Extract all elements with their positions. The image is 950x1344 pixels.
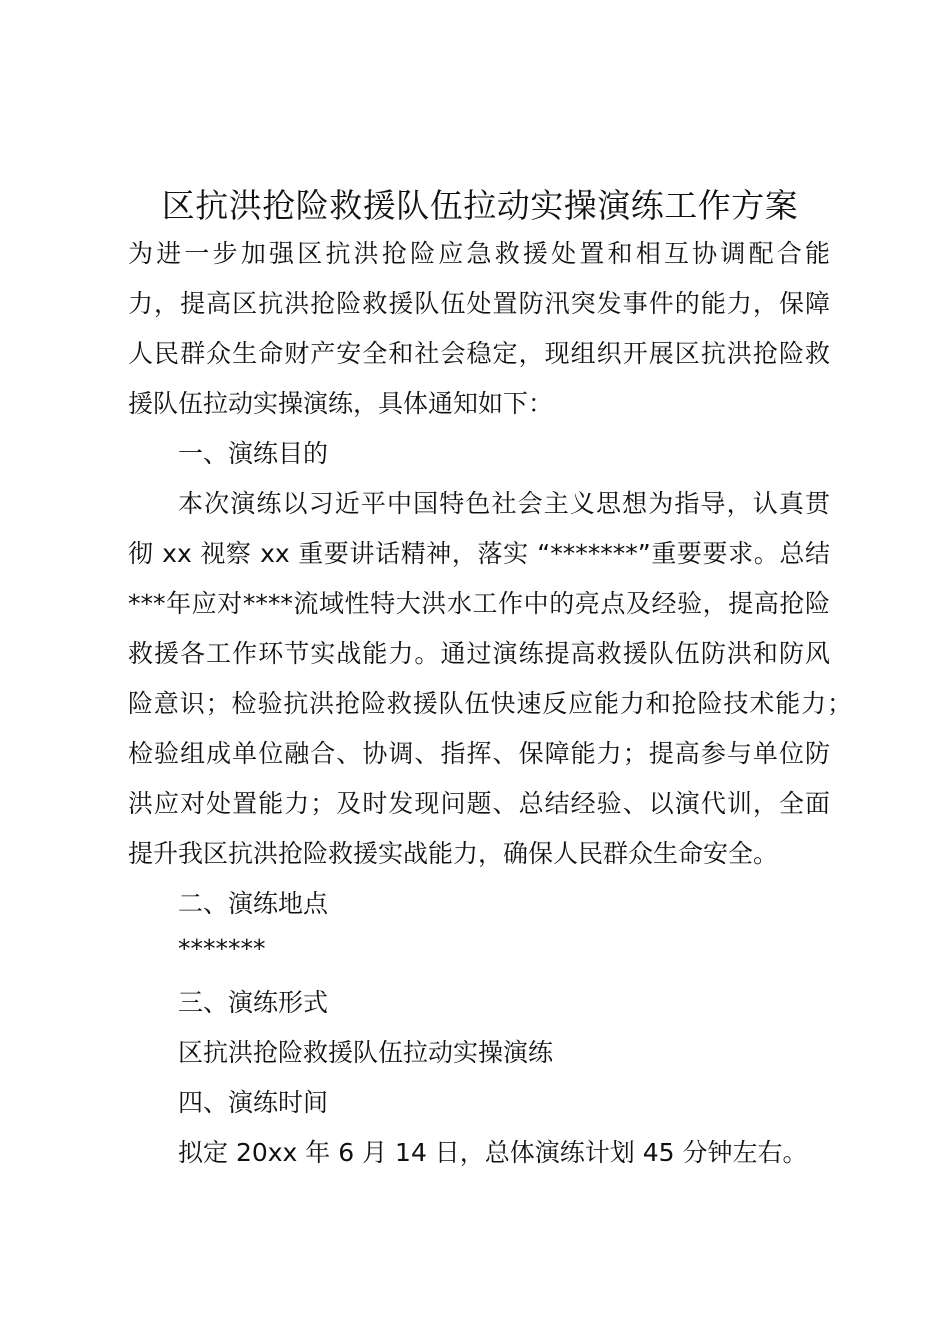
section-heading-purpose: 一、演练目的 [178,439,329,468]
purpose-line-2: 彻 xx 视察 xx 重要讲话精神，落实 “*******”重要要求。总结 [128,539,830,568]
section-heading-location: 二、演练地点 [178,889,329,918]
purpose-line-7: 洪应对处置能力；及时发现问题、总结经验、以演代训，全面 [128,789,830,818]
section-heading-format: 三、演练形式 [178,988,329,1017]
intro-line-3: 人民群众生命财产安全和社会稳定，现组织开展区抗洪抢险救 [128,339,830,368]
purpose-line-8: 提升我区抗洪抢险救援实战能力，确保人民群众生命安全。 [128,839,779,868]
purpose-line-3: ***年应对****流域性特大洪水工作中的亮点及经验，提高抢险 [128,589,830,618]
intro-line-4: 援队伍拉动实操演练，具体通知如下： [128,389,554,418]
intro-line-1: 为进一步加强区抗洪抢险应急救援处置和相互协调配合能 [128,239,830,268]
format-text: 区抗洪抢险救援队伍拉动实操演练 [178,1038,554,1067]
section-heading-time: 四、演练时间 [178,1088,329,1117]
location-text: ******* [178,934,266,963]
intro-line-2: 力，提高区抗洪抢险救援队伍处置防汛突发事件的能力，保障 [128,289,830,318]
time-text: 拟定 20xx 年 6 月 14 日，总体演练计划 45 分钟左右。 [178,1138,808,1167]
purpose-line-5: 险意识；检验抗洪抢险救援队伍快速反应能力和抢险技术能力； [128,689,852,718]
purpose-line-6: 检验组成单位融合、协调、指挥、保障能力；提高参与单位防 [128,739,830,768]
purpose-line-4: 救援各工作环节实战能力。通过演练提高救援队伍防洪和防风 [128,639,830,668]
purpose-line-1: 本次演练以习近平中国特色社会主义思想为指导，认真贯 [178,489,830,518]
document-title: 区抗洪抢险救援队伍拉动实操演练工作方案 [161,186,799,225]
